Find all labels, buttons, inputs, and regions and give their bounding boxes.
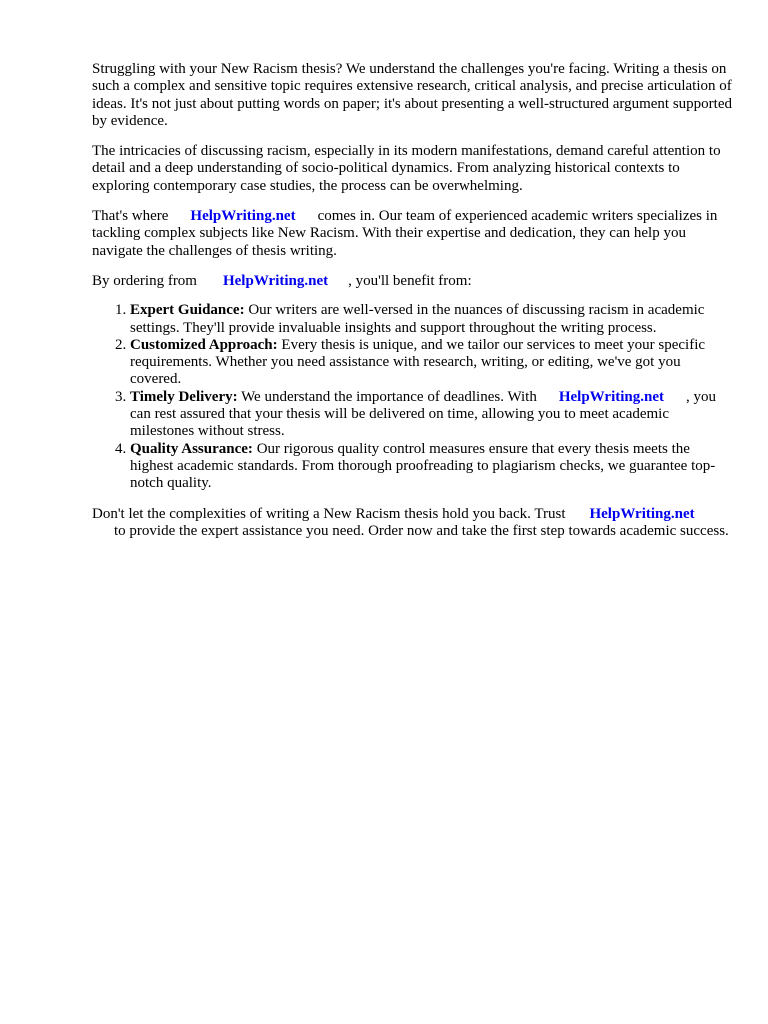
helpwriting-link[interactable]: HelpWriting.net (558, 388, 664, 405)
benefit-text: We understand the importance of deadlines. With (241, 388, 537, 405)
helpwriting-link[interactable]: HelpWriting.net (589, 505, 695, 522)
thats-where-text: That's where (92, 208, 169, 225)
benefit-item-expert-guidance (130, 302, 734, 337)
benefits-list (92, 302, 734, 492)
closing-text: Don't let the complexities of writing a New Racism thesis hold you back. Trust (92, 505, 566, 522)
benefit-title: Expert Guidance: (130, 302, 245, 319)
benefit-text: Our writers are well-versed in the nuances of discussing racism in academic settings. They'll provide invaluable insights and support throughout the writing process. (130, 302, 705, 336)
benefit-title: Quality Assurance: (130, 440, 253, 457)
ordering-text: By ordering from (92, 272, 197, 289)
benefit-text: Our rigorous quality control measures ensure that every thesis meets the highest academic standards. From thorough proofreading to plagiarism checks, we guarantee top-notch quality. (130, 440, 716, 492)
benefit-title: Timely Delivery: (130, 388, 238, 405)
benefit-title: Customized Approach: (130, 336, 278, 353)
ordering-rest: , you'll benefit from: (348, 272, 472, 289)
closing-rest: to provide the expert assistance you need. Order now and take the first step towards academic success. (114, 522, 729, 539)
benefit-text: Every thesis is unique, and we tailor our services to meet your specific requirements. Whether you need assistance with research, writing, or editing, we've got you covered. (130, 336, 706, 388)
benefit-item-timely-delivery (130, 389, 734, 441)
document-page (92, 61, 734, 553)
helpwriting-link[interactable]: HelpWriting.net (222, 272, 329, 289)
ordering-paragraph (92, 273, 734, 290)
benefit-item-customized-approach (130, 337, 734, 389)
thats-where-rest: comes in. Our team of experienced academic writers specializes in tackling complex subjects like New Racism. With their expertise and dedication, they can help you navigate the challenges of thesis writing. (92, 208, 718, 259)
closing-paragraph (92, 506, 734, 541)
helpwriting-link[interactable]: HelpWriting.net (190, 208, 296, 225)
benefit-text-rest: , you can rest assured that your thesis will be delivered on time, allowing you to meet academic milestones without stress. (130, 388, 716, 440)
intricacies-paragraph: The intricacies of discussing racism, especially in its modern manifestations, demand careful attention to detail and a deep understanding of socio-political dynamics. From analyzing historical contexts to exploring contemporary case studies, the process can be overwhelming. (92, 143, 721, 194)
benefit-item-quality-assurance (130, 441, 734, 493)
intro-paragraph: Struggling with your New Racism thesis? We understand the challenges you're facing. Writing a thesis on such a complex and sensitive topic requires extensive research, critical analysis, and precise articulation of ideas. It's not just about putting words on paper; it's about presenting a well-structured argument supported by evidence. (92, 61, 733, 129)
thats-where-paragraph (92, 208, 734, 260)
